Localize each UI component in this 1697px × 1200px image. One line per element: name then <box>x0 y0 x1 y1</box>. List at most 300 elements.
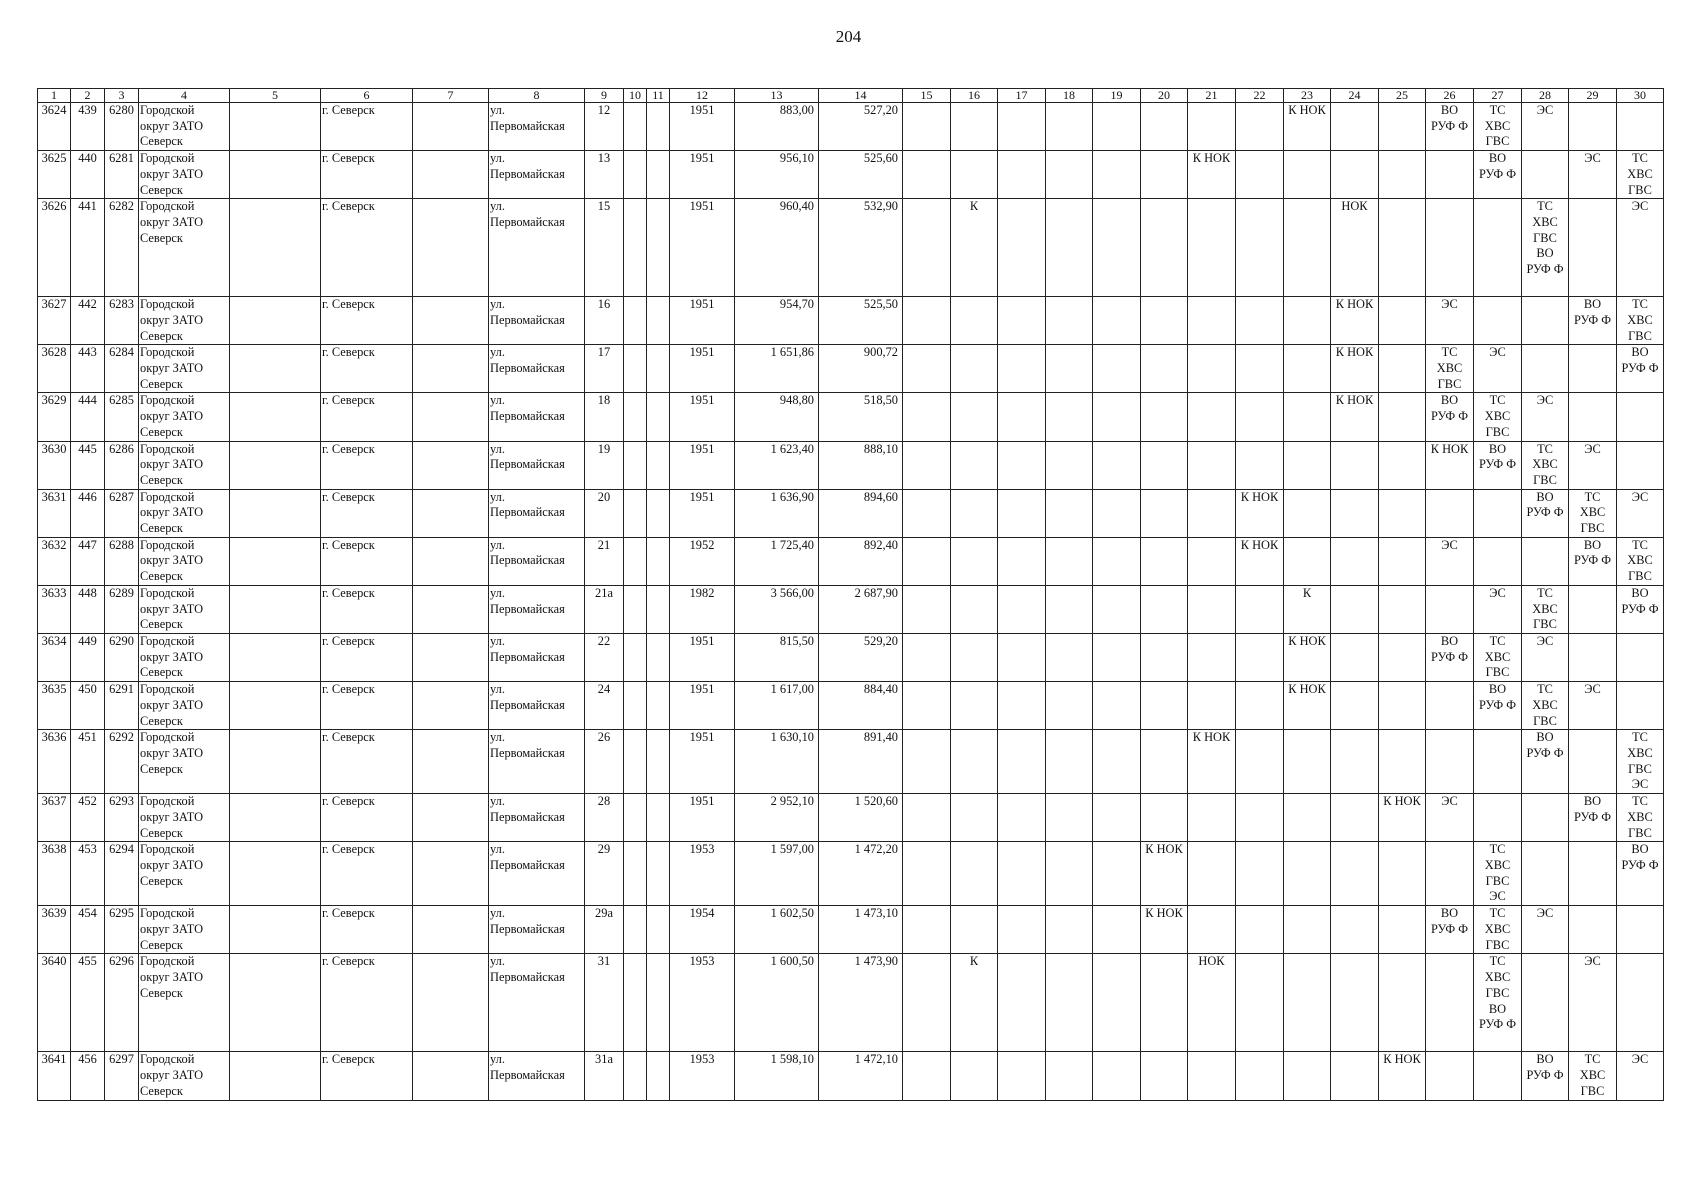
table-cell: Городской округ ЗАТО Северск <box>139 393 230 441</box>
table-cell <box>1093 954 1141 1052</box>
table-cell: 3634 <box>38 633 71 681</box>
table-cell <box>1331 730 1379 794</box>
table-cell <box>1188 345 1236 393</box>
table-cell: ЭС <box>1569 954 1617 1052</box>
table-cell: 6296 <box>105 954 139 1052</box>
table-cell <box>1379 842 1426 906</box>
table-cell <box>1284 393 1331 441</box>
table-cell: 1 630,10 <box>735 730 819 794</box>
table-cell: ТС ХВС ГВС <box>1474 906 1522 954</box>
table-cell: 454 <box>71 906 105 954</box>
table-cell <box>1188 906 1236 954</box>
column-header: 28 <box>1522 89 1569 103</box>
table-cell: Городской округ ЗАТО Северск <box>139 297 230 345</box>
table-cell <box>647 151 670 199</box>
column-header: 30 <box>1617 89 1664 103</box>
table-cell <box>1331 441 1379 489</box>
table-cell <box>1522 297 1569 345</box>
table-cell: 3640 <box>38 954 71 1052</box>
table-cell: ТС ХВС ГВС <box>1474 393 1522 441</box>
table-cell <box>1236 441 1284 489</box>
table-cell <box>624 489 647 537</box>
table-cell <box>998 794 1046 842</box>
table-row <box>38 954 1664 1052</box>
table-cell: ЭС <box>1426 794 1474 842</box>
table-cell <box>1379 906 1426 954</box>
table-cell <box>1093 393 1141 441</box>
table-cell <box>1236 199 1284 297</box>
table-cell <box>1236 730 1284 794</box>
table-cell: ул. Первомайская <box>489 585 585 633</box>
column-header: 17 <box>998 89 1046 103</box>
table-cell <box>1188 585 1236 633</box>
table-cell <box>1188 537 1236 585</box>
table-row <box>38 585 1664 633</box>
table-cell: 529,20 <box>819 633 903 681</box>
table-cell: ВО РУФ Ф <box>1426 103 1474 151</box>
table-cell: 1951 <box>670 730 735 794</box>
table-cell <box>1141 682 1188 730</box>
table-cell: ТС ХВС ГВС <box>1522 441 1569 489</box>
table-cell <box>903 489 951 537</box>
table-cell <box>1379 633 1426 681</box>
table-cell <box>647 954 670 1052</box>
table-cell <box>903 730 951 794</box>
table-cell: 532,90 <box>819 199 903 297</box>
table-cell <box>1522 537 1569 585</box>
table-cell <box>413 842 489 906</box>
table-cell <box>1284 441 1331 489</box>
table-cell <box>951 103 998 151</box>
table-cell <box>1093 151 1141 199</box>
table-cell <box>1046 730 1093 794</box>
table-cell: 1 651,86 <box>735 345 819 393</box>
table-cell: 29 <box>585 842 624 906</box>
page-number: 204 <box>835 27 862 46</box>
table-cell: 960,40 <box>735 199 819 297</box>
table-cell: Городской округ ЗАТО Северск <box>139 682 230 730</box>
table-cell <box>998 1052 1046 1100</box>
table-cell <box>230 489 321 537</box>
table-cell: 1954 <box>670 906 735 954</box>
column-header: 22 <box>1236 89 1284 103</box>
table-cell <box>1379 345 1426 393</box>
table-cell: г. Северск <box>321 297 413 345</box>
table-cell <box>1046 151 1093 199</box>
table-cell: ул. Первомайская <box>489 1052 585 1100</box>
table-row <box>38 682 1664 730</box>
table-cell <box>624 633 647 681</box>
table-cell <box>647 199 670 297</box>
table-cell <box>1236 151 1284 199</box>
table-cell <box>413 585 489 633</box>
table-cell: 3626 <box>38 199 71 297</box>
table-cell: ВО РУФ Ф <box>1522 489 1569 537</box>
table-cell: ТС ХВС ГВС <box>1569 1052 1617 1100</box>
table-cell: ул. Первомайская <box>489 489 585 537</box>
table-cell <box>1569 345 1617 393</box>
table-cell: К НОК <box>1379 794 1426 842</box>
table-cell: 1 725,40 <box>735 537 819 585</box>
table-cell: Городской округ ЗАТО Северск <box>139 1052 230 1100</box>
table-row <box>38 151 1664 199</box>
table-cell <box>1379 151 1426 199</box>
table-cell <box>413 682 489 730</box>
table-row <box>38 489 1664 537</box>
table-cell <box>1522 345 1569 393</box>
table-cell <box>230 393 321 441</box>
column-header: 21 <box>1188 89 1236 103</box>
table-cell <box>951 633 998 681</box>
table-cell: 1 473,90 <box>819 954 903 1052</box>
table-cell <box>1331 842 1379 906</box>
table-cell: 17 <box>585 345 624 393</box>
table-row <box>38 441 1664 489</box>
table-cell <box>1379 441 1426 489</box>
table-cell: ул. Первомайская <box>489 730 585 794</box>
table-cell: 442 <box>71 297 105 345</box>
table-cell: 3637 <box>38 794 71 842</box>
table-cell <box>998 103 1046 151</box>
table-cell: г. Северск <box>321 633 413 681</box>
table-cell <box>1093 199 1141 297</box>
table-cell <box>951 297 998 345</box>
table-cell <box>1093 682 1141 730</box>
table-cell: 18 <box>585 393 624 441</box>
column-header: 10 <box>624 89 647 103</box>
table-cell <box>998 585 1046 633</box>
table-cell: Городской округ ЗАТО Северск <box>139 537 230 585</box>
table-cell: 28 <box>585 794 624 842</box>
table-cell <box>1474 730 1522 794</box>
table-cell: ЭС <box>1522 103 1569 151</box>
table-cell: ЭС <box>1617 1052 1664 1100</box>
table-cell <box>903 585 951 633</box>
table-cell <box>1236 954 1284 1052</box>
table-cell: 3641 <box>38 1052 71 1100</box>
table-cell <box>624 585 647 633</box>
table-cell <box>998 906 1046 954</box>
table-cell: г. Северск <box>321 954 413 1052</box>
table-cell: Городской округ ЗАТО Северск <box>139 441 230 489</box>
table-cell <box>647 297 670 345</box>
table-cell <box>1141 151 1188 199</box>
table-cell <box>951 393 998 441</box>
table-row <box>38 103 1664 151</box>
table-cell <box>1188 199 1236 297</box>
table-cell: ТС ХВС ГВС <box>1617 794 1664 842</box>
table-cell <box>1331 489 1379 537</box>
table-cell: 956,10 <box>735 151 819 199</box>
table-cell: ТС ХВС ГВС <box>1617 297 1664 345</box>
table-cell <box>1093 441 1141 489</box>
table-cell: 518,50 <box>819 393 903 441</box>
table-cell <box>998 842 1046 906</box>
table-cell: ЭС <box>1426 297 1474 345</box>
table-cell: Городской округ ЗАТО Северск <box>139 585 230 633</box>
table-cell <box>1474 1052 1522 1100</box>
table-cell <box>1474 489 1522 537</box>
table-cell <box>1284 730 1331 794</box>
table-cell <box>413 633 489 681</box>
table-cell: ул. Первомайская <box>489 199 585 297</box>
table-cell: Городской округ ЗАТО Северск <box>139 906 230 954</box>
table-cell: 525,60 <box>819 151 903 199</box>
table-cell <box>1426 151 1474 199</box>
table-cell: 3639 <box>38 906 71 954</box>
table-cell <box>230 345 321 393</box>
table-cell <box>1474 794 1522 842</box>
table-cell <box>903 393 951 441</box>
table-cell <box>230 794 321 842</box>
table-cell <box>1617 393 1664 441</box>
table-row <box>38 794 1664 842</box>
table-cell <box>1188 682 1236 730</box>
table-cell: 2 952,10 <box>735 794 819 842</box>
table-cell <box>647 103 670 151</box>
table-cell <box>647 585 670 633</box>
table-cell: 3638 <box>38 842 71 906</box>
table-cell <box>230 441 321 489</box>
table-cell: 954,70 <box>735 297 819 345</box>
table-cell: Городской округ ЗАТО Северск <box>139 199 230 297</box>
table-cell: Городской округ ЗАТО Северск <box>139 794 230 842</box>
column-header: 23 <box>1284 89 1331 103</box>
table-cell <box>1046 103 1093 151</box>
table-cell <box>1046 585 1093 633</box>
table-cell <box>1141 585 1188 633</box>
table-cell <box>624 537 647 585</box>
table-row <box>38 730 1664 794</box>
table-cell: 1 623,40 <box>735 441 819 489</box>
table-cell: ВО РУФ Ф <box>1474 441 1522 489</box>
table-cell <box>624 906 647 954</box>
table-cell: ЭС <box>1617 489 1664 537</box>
column-header: 4 <box>139 89 230 103</box>
table-cell: 3624 <box>38 103 71 151</box>
table-cell: 443 <box>71 345 105 393</box>
table-cell: ЭС <box>1522 906 1569 954</box>
table-cell: г. Северск <box>321 585 413 633</box>
column-header: 15 <box>903 89 951 103</box>
table-row <box>38 199 1664 297</box>
table-cell: К НОК <box>1331 297 1379 345</box>
table-cell <box>647 730 670 794</box>
table-cell <box>413 103 489 151</box>
table-cell: 3627 <box>38 297 71 345</box>
table-cell <box>1093 1052 1141 1100</box>
table-cell: 3636 <box>38 730 71 794</box>
table-cell: К НОК <box>1284 103 1331 151</box>
table-cell: г. Северск <box>321 489 413 537</box>
table-cell: 451 <box>71 730 105 794</box>
table-cell: 1951 <box>670 151 735 199</box>
table-cell <box>998 954 1046 1052</box>
table-cell <box>903 441 951 489</box>
table-cell <box>624 842 647 906</box>
table-cell: 1 472,20 <box>819 842 903 906</box>
table-cell <box>1141 103 1188 151</box>
table-cell <box>1046 1052 1093 1100</box>
table-cell: 888,10 <box>819 441 903 489</box>
table-cell: 455 <box>71 954 105 1052</box>
table-cell <box>1426 954 1474 1052</box>
table-cell <box>624 1052 647 1100</box>
table-cell <box>1046 441 1093 489</box>
table-cell: 1 598,10 <box>735 1052 819 1100</box>
column-header: 19 <box>1093 89 1141 103</box>
table-cell <box>1617 682 1664 730</box>
table-cell <box>230 199 321 297</box>
table-cell <box>1093 345 1141 393</box>
table-cell: 24 <box>585 682 624 730</box>
table-cell <box>1569 103 1617 151</box>
table-cell <box>1331 633 1379 681</box>
table-cell <box>624 297 647 345</box>
table-cell <box>1379 954 1426 1052</box>
table-cell: ВО РУФ Ф <box>1569 297 1617 345</box>
table-cell <box>1141 393 1188 441</box>
table-cell <box>647 682 670 730</box>
table-cell: ЭС <box>1569 151 1617 199</box>
table-cell: 3629 <box>38 393 71 441</box>
table-cell <box>1236 103 1284 151</box>
table-cell <box>1236 794 1284 842</box>
table-cell: К НОК <box>1331 393 1379 441</box>
table-cell <box>624 345 647 393</box>
table-cell <box>230 842 321 906</box>
table-cell <box>1522 954 1569 1052</box>
table-cell <box>413 794 489 842</box>
table-cell: 1951 <box>670 297 735 345</box>
table-cell <box>1426 199 1474 297</box>
table-cell: ул. Первомайская <box>489 954 585 1052</box>
table-cell <box>413 730 489 794</box>
table-cell: 31а <box>585 1052 624 1100</box>
column-header: 8 <box>489 89 585 103</box>
table-cell: ЭС <box>1569 682 1617 730</box>
table-cell <box>903 345 951 393</box>
table-cell: г. Северск <box>321 103 413 151</box>
table-cell: г. Северск <box>321 794 413 842</box>
table-cell <box>413 441 489 489</box>
table-cell: 1 597,00 <box>735 842 819 906</box>
table-cell: ТС ХВС ГВС <box>1474 633 1522 681</box>
table-cell <box>1284 537 1331 585</box>
column-header: 29 <box>1569 89 1617 103</box>
table-cell <box>1093 794 1141 842</box>
table-cell <box>624 954 647 1052</box>
table-cell: 450 <box>71 682 105 730</box>
table-cell: 6297 <box>105 1052 139 1100</box>
column-header: 6 <box>321 89 413 103</box>
table-cell <box>1284 794 1331 842</box>
table-cell: ТС ХВС ГВС ЭС <box>1474 842 1522 906</box>
table-cell <box>413 1052 489 1100</box>
table-cell <box>1141 730 1188 794</box>
table-cell: ТС ХВС ГВС ВО РУФ Ф <box>1474 954 1522 1052</box>
table-row <box>38 842 1664 906</box>
table-cell <box>1141 954 1188 1052</box>
table-cell <box>1141 1052 1188 1100</box>
table-cell <box>1188 794 1236 842</box>
table-cell <box>1331 537 1379 585</box>
table-cell: ЭС <box>1522 393 1569 441</box>
table-cell <box>1046 633 1093 681</box>
table-cell <box>1379 489 1426 537</box>
column-header: 13 <box>735 89 819 103</box>
table-cell: ЭС <box>1474 585 1522 633</box>
table-row <box>38 393 1664 441</box>
table-cell <box>1379 682 1426 730</box>
table-cell <box>1236 633 1284 681</box>
table-cell: 456 <box>71 1052 105 1100</box>
table-cell <box>1379 103 1426 151</box>
table-cell <box>1093 297 1141 345</box>
table-cell: ВО РУФ Ф <box>1522 1052 1569 1100</box>
table-cell: К НОК <box>1331 345 1379 393</box>
table-cell <box>1236 585 1284 633</box>
table-cell: 884,40 <box>819 682 903 730</box>
table-cell <box>1046 297 1093 345</box>
column-header: 1 <box>38 89 71 103</box>
table-cell: 1 473,10 <box>819 906 903 954</box>
table-cell: 6280 <box>105 103 139 151</box>
table-cell: 1953 <box>670 1052 735 1100</box>
table-cell: г. Северск <box>321 537 413 585</box>
table-cell <box>1093 489 1141 537</box>
table-cell: 892,40 <box>819 537 903 585</box>
table-cell <box>1569 633 1617 681</box>
column-header: 27 <box>1474 89 1522 103</box>
table-cell <box>951 1052 998 1100</box>
table-cell: ул. Первомайская <box>489 537 585 585</box>
table-cell: 2 687,90 <box>819 585 903 633</box>
column-header: 5 <box>230 89 321 103</box>
table-cell <box>1284 489 1331 537</box>
table-cell: г. Северск <box>321 441 413 489</box>
table-cell <box>1284 842 1331 906</box>
table-cell: г. Северск <box>321 345 413 393</box>
table-cell <box>1141 345 1188 393</box>
table-cell <box>1046 794 1093 842</box>
table-cell <box>1188 633 1236 681</box>
table-cell <box>1426 730 1474 794</box>
table-cell: 1 520,60 <box>819 794 903 842</box>
table-cell: 3 566,00 <box>735 585 819 633</box>
table-cell <box>998 537 1046 585</box>
table-cell <box>1188 489 1236 537</box>
table-cell <box>230 730 321 794</box>
table-cell <box>1569 585 1617 633</box>
table-cell: г. Северск <box>321 842 413 906</box>
table-cell <box>951 489 998 537</box>
table-cell: 6288 <box>105 537 139 585</box>
table-cell <box>1284 151 1331 199</box>
table-cell: ВО РУФ Ф <box>1617 585 1664 633</box>
table-cell: ТС ХВС ГВС ЭС <box>1617 730 1664 794</box>
table-cell: 1952 <box>670 537 735 585</box>
table-cell <box>998 441 1046 489</box>
table-cell <box>1426 842 1474 906</box>
column-header: 7 <box>413 89 489 103</box>
table-cell <box>647 794 670 842</box>
table-cell <box>1569 730 1617 794</box>
table-cell <box>951 345 998 393</box>
table-cell: 1951 <box>670 345 735 393</box>
table-cell: 440 <box>71 151 105 199</box>
table-cell: 16 <box>585 297 624 345</box>
